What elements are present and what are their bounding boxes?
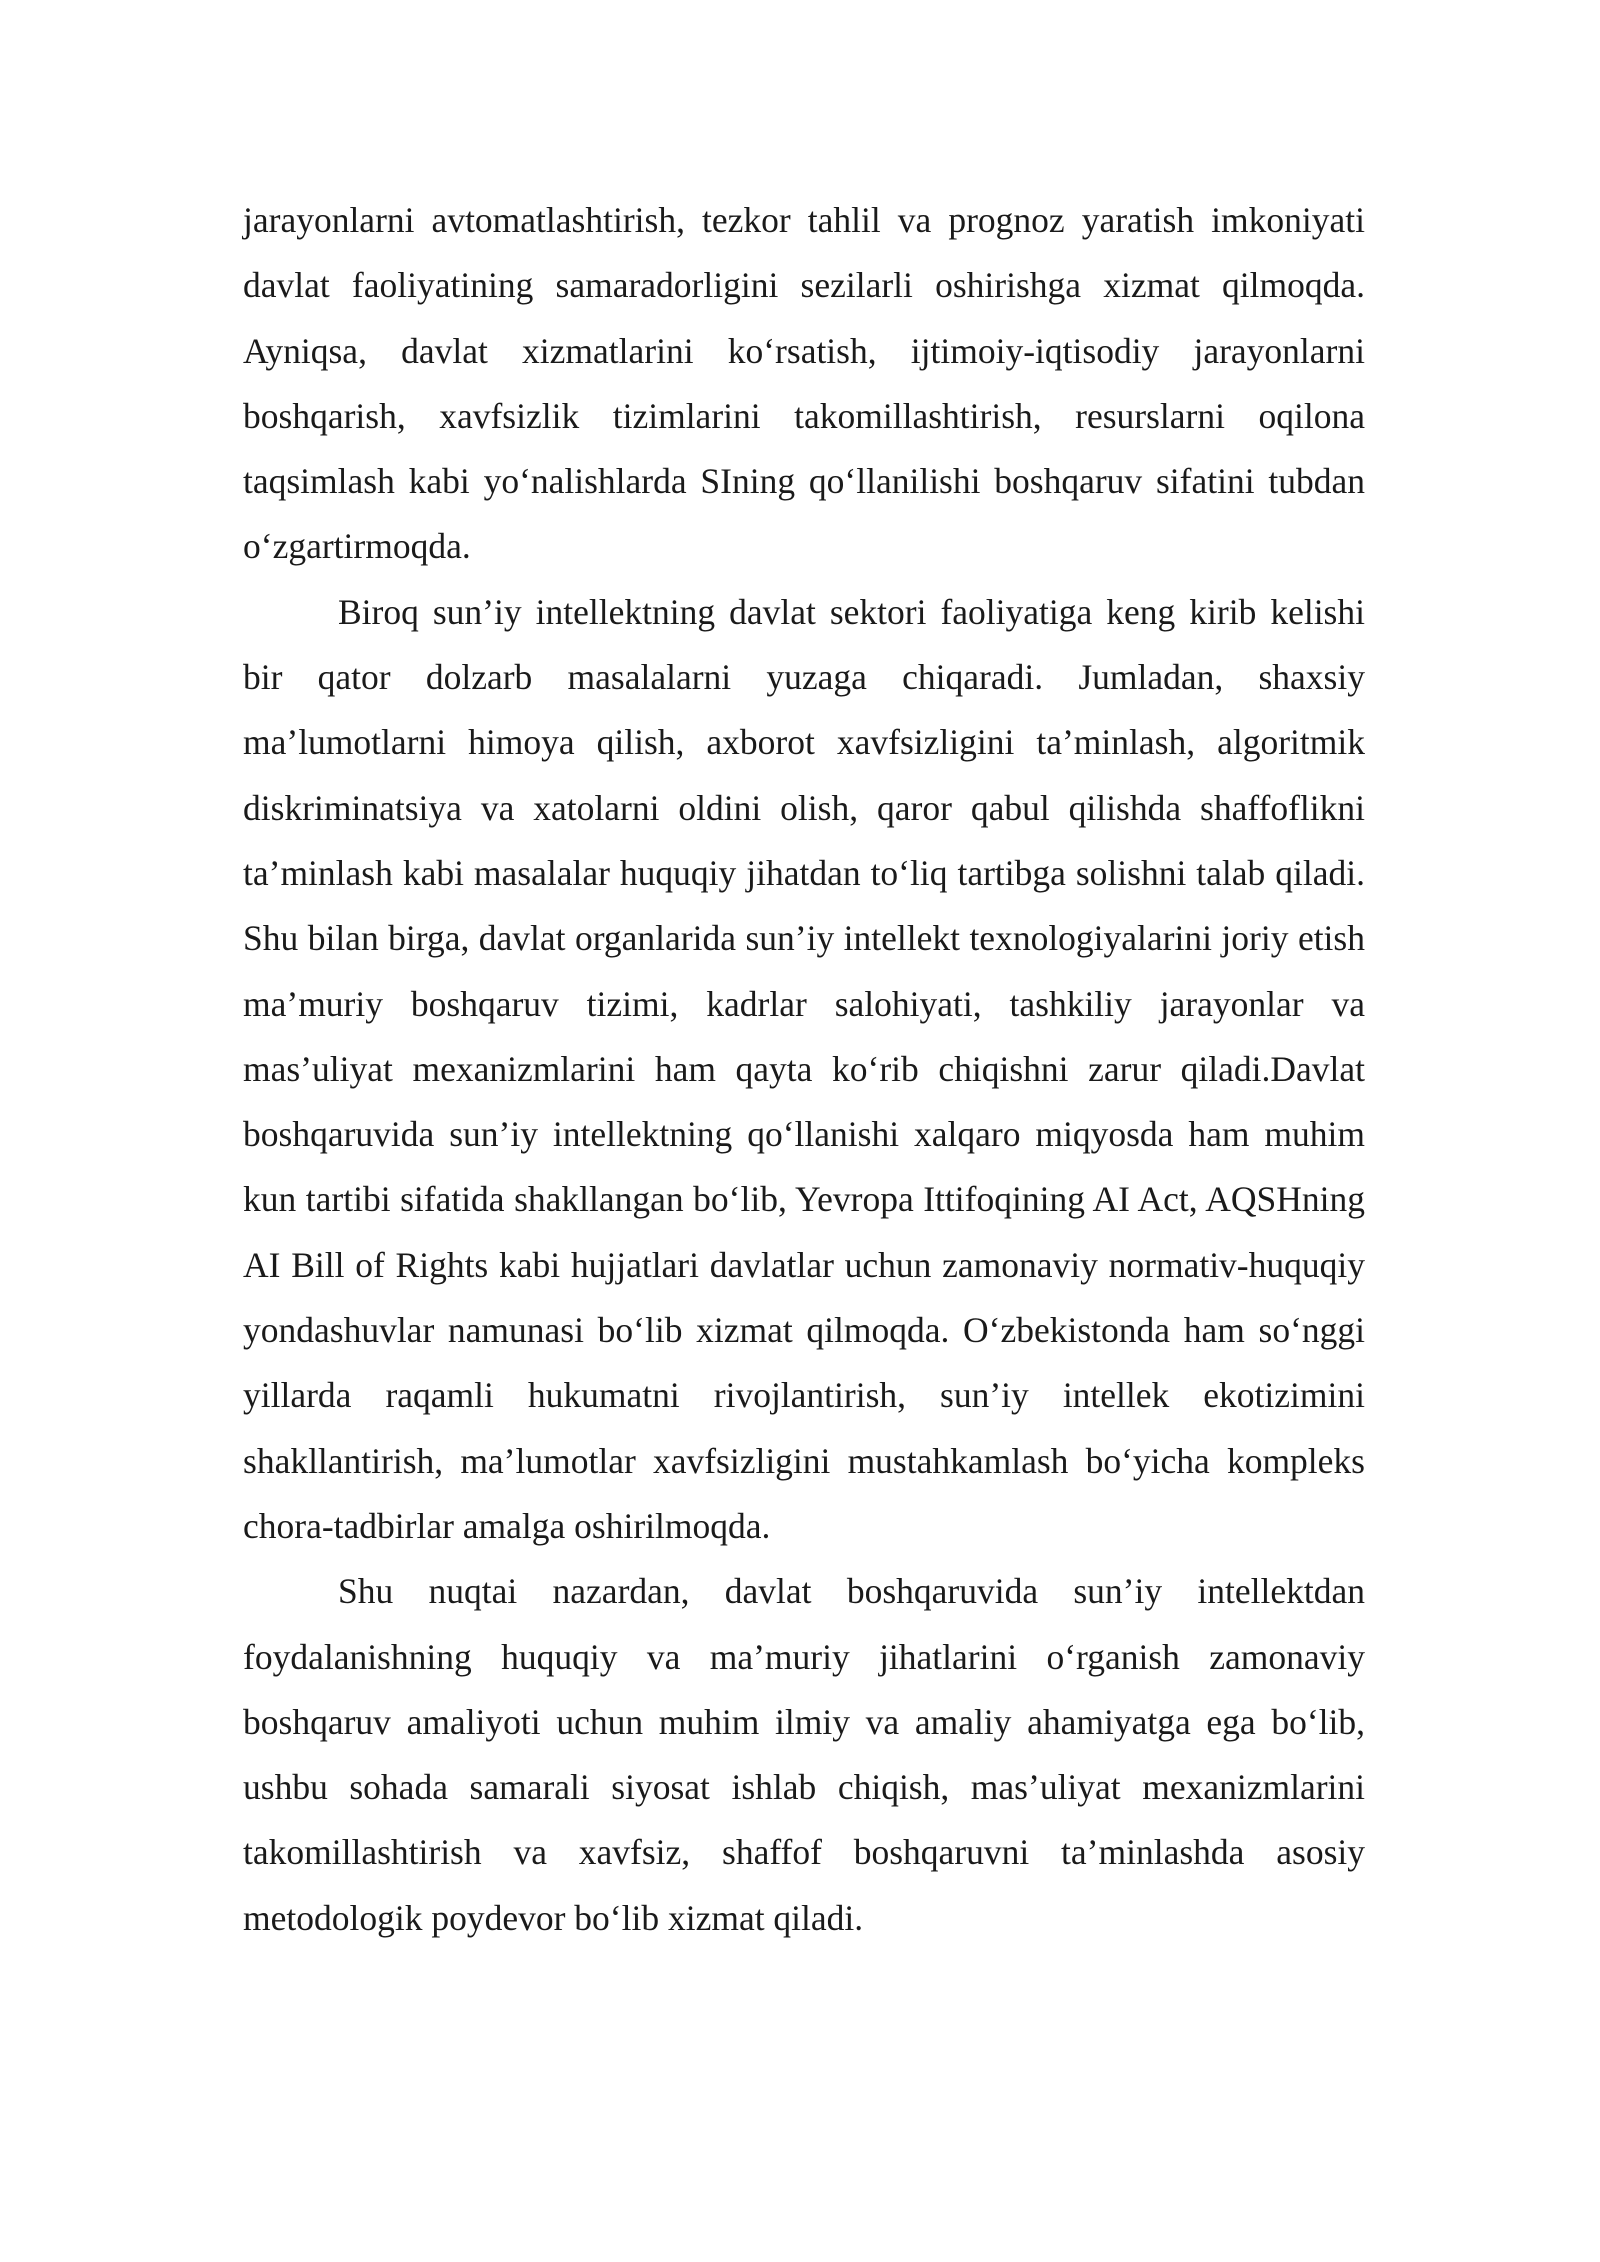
paragraph-1: jarayonlarni avtomatlashtirish, tezkor tahlil va prognoz yaratish imkoniyati davlat faoliyatining samaradorligini sezilarli oshirishga xizmat qilmoqda. Ayniqsa, davlat xizmatlarini koʻrsatish, ijtimoiy-iqtisodiy jarayonlarni boshqarish, xavfsizlik tizimlarini takomillashtirish, resurslarni oqilona taqsimlash kabi yoʻnalishlarda SIning qoʻllanilishi boshqaruv sifatini tubdan oʻzgartirmoqda. [243,200,1365,567]
document-body [243,188,1365,1951]
paragraph-3: Shu nuqtai nazardan, davlat boshqaruvida sun’iy intellektdan foydalanishning huquqiy va ma’muriy jihatlarini oʻrganish zamonaviy boshqaruv amaliyoti uchun muhim ilmiy va amaliy ahamiyatga ega boʻlib, ushbu sohada samarali siyosat ishlab chiqish, mas’uliyat mexanizmlarini takomillashtirish va xavfsiz, shaffof boshqaruvni ta’minlashda asosiy metodologik poydevor boʻlib xizmat qiladi. [243,1571,1365,1938]
paragraph-2: Biroq sun’iy intellektning davlat sektori faoliyatiga keng kirib kelishi bir qator dolzarb masalalarni yuzaga chiqaradi. Jumladan, shaxsiy ma’lumotlarni himoya qilish, axborot xavfsizligini ta’minlash, algoritmik diskriminatsiya va xatolarni oldini olish, qaror qabul qilishda shaffoflikni ta’minlash kabi masalalar huquqiy jihatdan toʻliq tartibga solishni talab qiladi. Shu bilan birga, davlat organlarida sun’iy intellekt texnologiyalarini joriy etish ma’muriy boshqaruv tizimi, kadrlar salohiyati, tashkiliy jarayonlar va mas’uliyat mexanizmlarini ham qayta koʻrib chiqishni zarur qiladi.Davlat boshqaruvida sun’iy intellektning qoʻllanishi xalqaro miqyosda ham muhim kun tartibi sifatida shakllangan boʻlib, Yevropa Ittifoqining AI Act, AQSHning AI Bill of Rights kabi hujjatlari davlatlar uchun zamonaviy normativ-huquqiy yondashuvlar namunasi boʻlib xizmat qilmoqda. Oʻzbekistonda ham soʻnggi yillarda raqamli hukumatni rivojlantirish, sun’iy intellek ekotizimini shakllantirish, ma’lumotlar xavfsizligini mustahkamlash boʻyicha kompleks chora-tadbirlar amalga oshirilmoqda. [243,591,1365,1546]
